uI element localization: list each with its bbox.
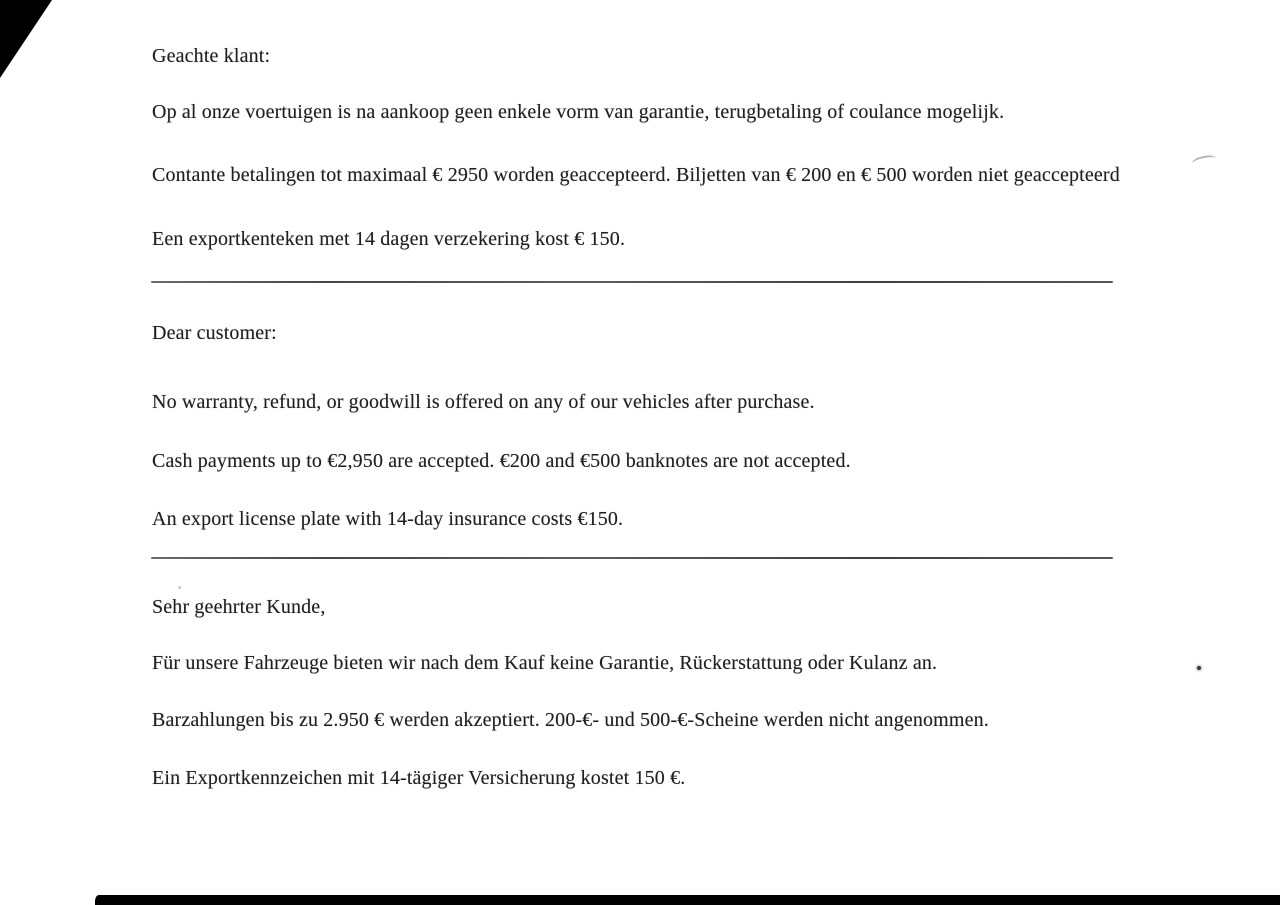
dutch-export-plate-line: Een exportkenteken met 14 dagen verzekering kost € 150. [152, 228, 626, 250]
english-cash-payment-line: Cash payments up to €2,950 are accepted. €200 and €500 banknotes are not accepted. [152, 450, 851, 472]
scan-corner-artifact [0, 0, 52, 78]
paper-speck-artifact [178, 586, 181, 589]
dutch-greeting: Geachte klant: [152, 45, 271, 67]
ink-dot-artifact [1197, 666, 1201, 670]
german-export-plate-line: Ein Exportkennzeichen mit 14-tägiger Versicherung kostet 150 €. [152, 767, 686, 789]
german-cash-payment-line: Barzahlungen bis zu 2.950 € werden akzeptiert. 200-€- und 500-€-Scheine werden nicht angenommen. [152, 709, 989, 731]
english-export-plate-line: An export license plate with 14-day insurance costs €150. [152, 508, 624, 530]
german-warranty-line: Für unsere Fahrzeuge bieten wir nach dem Kauf keine Garantie, Rückerstattung oder Kulanz an. [152, 652, 938, 674]
scan-bottom-edge-artifact [95, 895, 1280, 905]
section-divider-1 [151, 281, 1113, 283]
english-greeting: Dear customer: [152, 322, 277, 344]
german-greeting: Sehr geehrter Kunde, [152, 596, 326, 618]
english-warranty-line: No warranty, refund, or goodwill is offered on any of our vehicles after purchase. [152, 391, 815, 413]
section-divider-2 [151, 557, 1113, 559]
dutch-cash-payment-line: Contante betalingen tot maximaal € 2950 worden geaccepteerd. Biljetten van € 200 en € 500 worden niet geaccepteerd [152, 164, 1120, 186]
dutch-warranty-line: Op al onze voertuigen is na aankoop geen enkele vorm van garantie, terugbetaling of coulance mogelijk. [152, 101, 1005, 123]
pen-mark-artifact [1191, 154, 1217, 169]
